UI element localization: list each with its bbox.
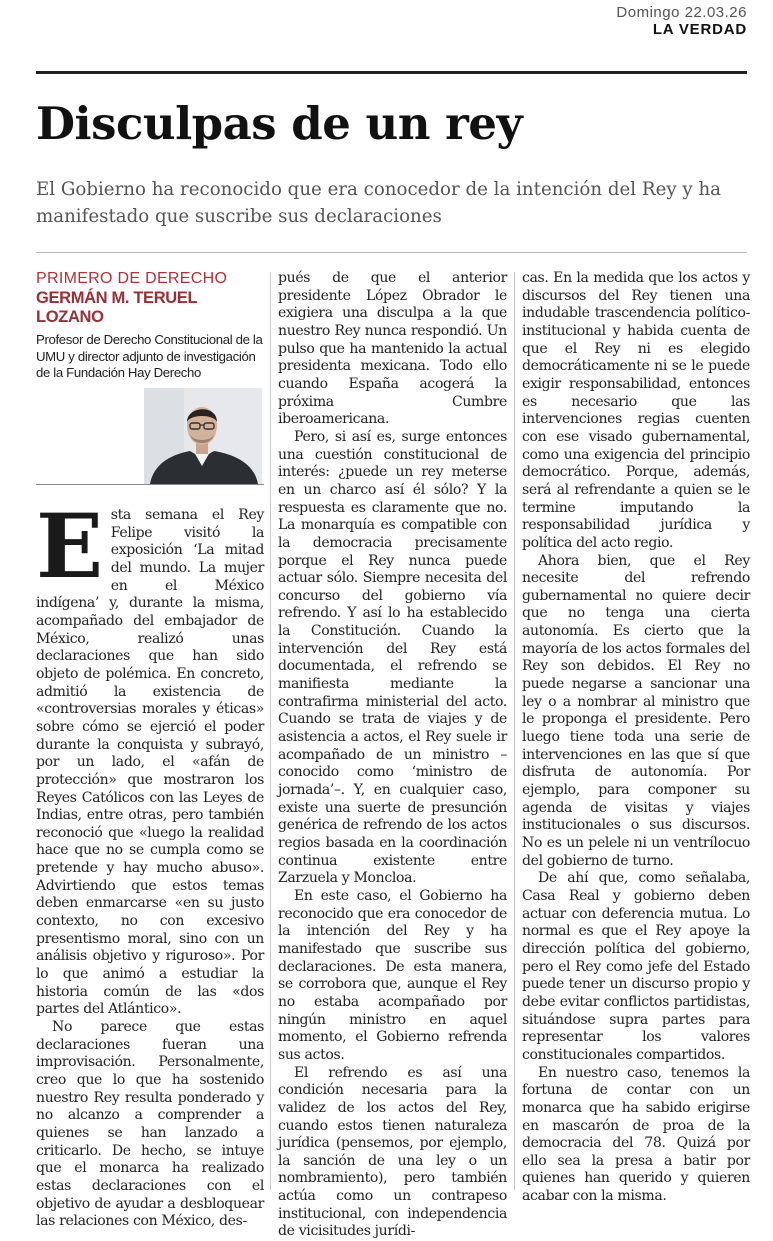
paragraph: Esta semana el Rey Felipe visitó la exposición ‘La mitad del mundo. La mujer en el México indígena’ y, durante la misma, acompañado del embajador de México, realizó unas declaraciones que han sido objeto de polémica. En concreto, admitió la existencia de «controversias morales y éticas» sobre cómo se ejerció el poder durante la conquista y subrayó, por un lado, el «afán de protección» que mostraron los Reyes Católicos con las Leyes de Indias, entre otras, pero también reconoció que «luego la realidad hace que no se cumpla como se pretende y hay mucho abuso». Advirtiendo que estos temas deben enmarcarse «en su justo contexto, no con excesivo presentismo moral, sino con un análisis objetivo y riguroso». Por lo que animó a estudiar la historia común de las «dos partes del Atlántico». [36, 494, 264, 1018]
paragraph: En este caso, el Gobierno ha reconocido que era conocedor de la intención del Rey y ha manifestado que suscribe sus declaraciones. De esta manera, se corrobora que, aunque el Rey no estaba acompañado por ningún ministro en aquel momento, el Gobierno refrenda sus actos. [278, 887, 507, 1063]
issue-date: Domingo 22.03.26 [616, 4, 747, 21]
drop-cap: E [36, 494, 103, 598]
column-divider [514, 272, 515, 1190]
article-column-2 [278, 270, 507, 1241]
paragraph: Ahora bien, que el Rey necesite del refrendo gubernamental no quiere decir que no tenga una cierta autonomía. Es cierto que la mayoría de los actos formales del Rey son debidos. El Rey no puede negarse a sancionar una ley o a nombrar al ministro que le proponga el presidente. Pero luego tiene toda una serie de intervenciones en las que sí que disfruta de autonomía. Por ejemplo, para componer su agenda de visitas y viajes institucionales o sus discursos. No es un pelele ni un ventrílocuo del gobierno de turno. [522, 552, 750, 869]
newspaper-name: LA VERDAD [652, 21, 747, 38]
byline-box [36, 270, 264, 485]
section-label: PRIMERO DE DERECHO [36, 270, 228, 287]
paragraph: cas. En la medida que los actos y discursos del Rey tienen una indudable trascendencia político-institucional y habida cuenta de que el Rey ni es elegido democráticamente ni se le puede exigir responsabilidad, entonces es necesario que las intervenciones regias cuenten con ese visado gubernamental, como una exigencia del principio democrático. Porque, además, será al refrendante a quien se le termine imputando la responsabilidad jurídica y política del acto regio. [522, 270, 750, 551]
author-name-line: GERMÁN M. TERUEL [36, 289, 198, 307]
paragraph: Pero, si así es, surge entonces una cuestión constitucional de interés: ¿puede un rey meterse en un charco así él sólo? Y la respuesta es claramente que no. La monarquía es compatible con la democracia precisamente porque el Rey nunca puede actuar sólo. Siempre necesita del concurso del gobierno vía refrendo. Y así lo ha establecido la Constitución. Cuando la intervención del Rey está documentada, el refrendo se manifiesta mediante la contrafirma ministerial del acto. Cuando se trata de viajes y de asistencia a actos, el Rey suele ir acompañado de un ministro –conocido como ‘ministro de jornada’–. Y, en cualquier caso, existe una suerte de presunción genérica de refrendo de los actos regios basada en la coordinación continua existente entre Zarzuela y Moncloa. [278, 428, 507, 887]
author-name-line: LOZANO [36, 307, 104, 326]
top-rule [36, 71, 747, 74]
paragraph: El refrendo es así una condición necesaria para la validez de los actos del Rey, cuando estos tienen naturaleza jurídica (pensemos, por ejemplo, la sanción de una ley o un nombramiento), pero también actúa como un contrapeso institucional, con independencia de vicisitudes jurídi- [278, 1064, 507, 1240]
article-column-1 [36, 270, 264, 1231]
paragraph: De ahí que, como señalaba, Casa Real y gobierno deben actuar con deferencia mutua. Lo normal es que el Rey apoye la dirección política del gobierno, pero el Rey como jefe del Estado puede tener un discurso propio y debe evitar conflictos partidistas, situándose supra partes para representar los valores constitucionales compartidos. [522, 870, 750, 1063]
paragraph: En nuestro caso, tenemos la fortuna de contar con un monarca que ha sabido erigirse en mascarón de proa de la democracia del 78. Quizá por ello sea la presa a batir por quienes han querido y quieren acabar con la misma. [522, 1064, 750, 1205]
paragraph: No parece que estas declaraciones fueran una improvisación. Personalmente, creo que lo que ha sostenido nuestro Rey resulta ponderado y no alcanzo a comprender a quienes se han lanzado a criticarlo. De hecho, se intuye que el monarca ha realizado estas declaraciones con el objetivo de ayudar a desbloquear las relaciones con México, des- [36, 1019, 264, 1230]
article-column-3 [522, 270, 750, 1206]
author-bio: Profesor de Derecho Constitucional de la UMU y director adjunto de investigación de la Fundación Hay Derecho [36, 332, 263, 380]
masthead [616, 4, 747, 38]
author-name [36, 289, 264, 326]
author-portrait [144, 388, 262, 484]
paragraph: pués de que el anterior presidente López Obrador le exigiera una disculpa a la que nuestro Rey nunca respondió. Un pulso que ha mantenido la actual presidenta mexicana. Todo ello cuando España acogerá la próxima Cumbre iberoamericana. [278, 270, 507, 428]
headline: Disculpas de un rey [36, 97, 523, 150]
deck-subtitle: El Gobierno ha reconocido que era conocedor de la intención del Rey y ha manifestado que suscribe sus declaraciones [36, 179, 722, 227]
header-divider [36, 252, 747, 253]
column-divider [270, 272, 271, 1190]
